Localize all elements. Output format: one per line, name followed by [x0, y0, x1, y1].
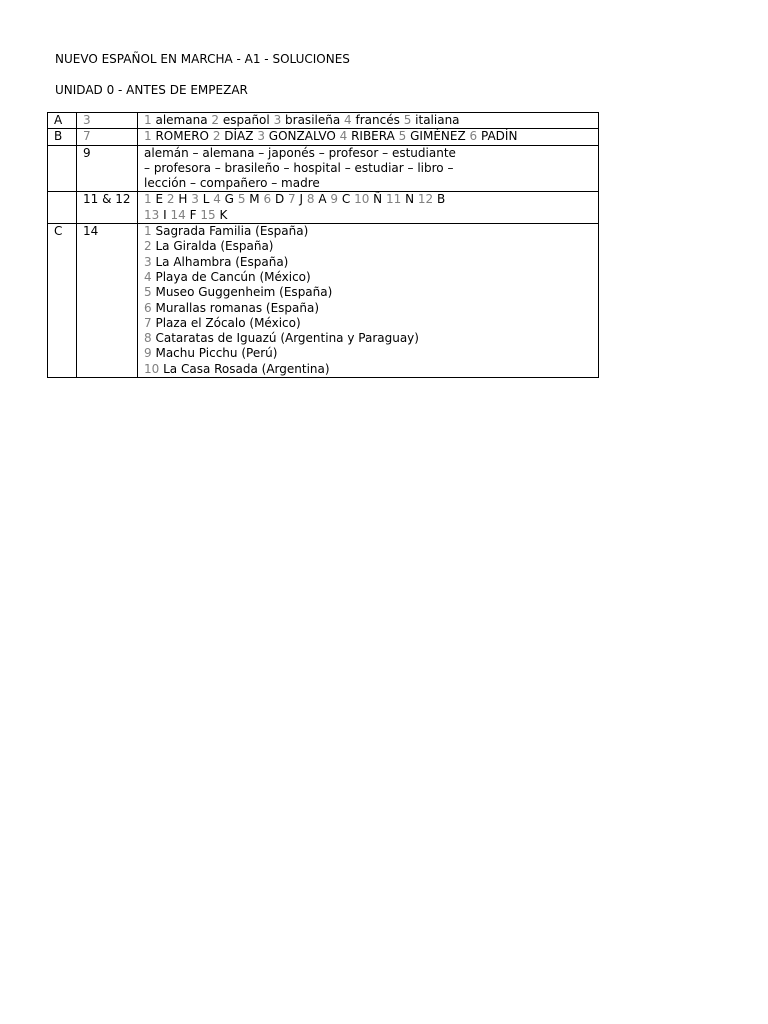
item-number: 15 [200, 207, 216, 222]
list-item [144, 224, 598, 239]
list-item [144, 239, 598, 254]
item-text: GONZALVO [268, 129, 336, 144]
activity-cell: 7 [77, 129, 138, 145]
item-number: 13 [144, 207, 160, 222]
item-number: 1 [144, 129, 152, 144]
answer-line [144, 208, 598, 223]
item-text: J [299, 192, 304, 207]
item-number: 5 [237, 192, 246, 207]
item-number: 3 [273, 113, 282, 127]
item-number: 7 [144, 315, 152, 330]
item-text: Sagrada Familia (España) [155, 224, 309, 239]
item-text: Plaza el Zócalo (México) [155, 315, 301, 330]
item-text: alemana [155, 113, 208, 127]
item-number: 7 [288, 192, 296, 207]
document-title: NUEVO ESPAÑOL EN MARCHA - A1 - SOLUCIONES [55, 52, 350, 66]
item-number: 10 [144, 361, 160, 376]
answer-cell [138, 145, 599, 192]
item-number: 6 [263, 192, 272, 207]
section-cell: A [48, 113, 77, 129]
item-number: 4 [213, 192, 221, 207]
item-number: 4 [344, 113, 352, 127]
item-text: Ñ [373, 192, 383, 207]
item-text: C [341, 192, 351, 207]
item-text: F [189, 207, 197, 222]
item-number: 10 [354, 192, 370, 207]
item-number: 5 [144, 285, 152, 300]
item-text: Murallas romanas (España) [155, 300, 320, 315]
table-row [48, 192, 599, 224]
answer-cell [138, 192, 599, 224]
answer-line: – profesora – brasileño – hospital – estudiar – libro – [144, 160, 454, 175]
item-number: 3 [144, 254, 152, 269]
item-number: 3 [191, 192, 199, 207]
solutions-table [47, 112, 599, 378]
item-number: 1 [144, 192, 152, 207]
list-item [144, 270, 598, 285]
item-number: 14 [170, 207, 186, 222]
answer-line [144, 192, 598, 207]
item-number: 6 [469, 129, 478, 144]
item-number: 9 [144, 346, 152, 361]
item-text: Museo Guggenheim (España) [155, 285, 333, 300]
answer-cell [138, 113, 599, 129]
activity-cell: 3 [77, 113, 138, 129]
item-text: español [222, 113, 270, 127]
item-number: 6 [144, 300, 152, 315]
item-number: 4 [339, 129, 348, 144]
answer-list [144, 224, 598, 377]
item-text: italiana [415, 113, 460, 127]
list-item [144, 301, 598, 316]
table-row [48, 224, 599, 378]
item-text: I [163, 207, 167, 222]
list-item [144, 331, 598, 346]
item-number: 2 [166, 192, 175, 207]
answer-cell [138, 129, 599, 145]
item-text: La Giralda (España) [155, 239, 274, 254]
item-text: francés [355, 113, 400, 127]
item-text: N [405, 192, 415, 207]
item-text: L [202, 192, 210, 207]
item-text: M [249, 192, 260, 207]
item-text: RIBERA [351, 129, 395, 144]
section-cell [48, 145, 77, 192]
item-number: 8 [306, 192, 315, 207]
item-text: B [437, 192, 446, 207]
item-number: 4 [144, 269, 152, 284]
item-number: 12 [417, 192, 434, 207]
answer-cell [138, 224, 599, 378]
item-text: K [219, 207, 228, 222]
unit-title: UNIDAD 0 - ANTES DE EMPEZAR [55, 83, 248, 97]
answer-items [144, 129, 598, 144]
item-number: 1 [144, 113, 152, 127]
list-item [144, 362, 598, 377]
table-row [48, 129, 599, 145]
activity-cell: 14 [77, 224, 138, 378]
answer-line: lección – compañero – madre [144, 176, 320, 191]
section-cell [48, 192, 77, 224]
list-item [144, 255, 598, 270]
item-text: A [318, 192, 327, 207]
item-number: 2 [144, 239, 152, 254]
item-text: E [155, 192, 164, 207]
activity-cell: 9 [77, 145, 138, 192]
item-text: La Casa Rosada (Argentina) [163, 361, 330, 376]
list-item [144, 346, 598, 361]
item-text: G [224, 192, 234, 207]
answer-items [144, 113, 598, 128]
item-number: 5 [398, 129, 407, 144]
answer-line: alemán – alemana – japonés – profesor – estudiante [144, 145, 456, 160]
item-number: 9 [330, 192, 339, 207]
item-number: 8 [144, 331, 152, 346]
section-cell: B [48, 129, 77, 145]
activity-cell: 11 & 12 [77, 192, 138, 224]
list-item [144, 285, 598, 300]
item-number: 3 [257, 129, 265, 144]
item-text: DÍAZ [224, 129, 254, 144]
section-cell: C [48, 224, 77, 378]
item-number: 2 [212, 129, 221, 144]
item-text: H [178, 192, 188, 207]
item-number: 2 [211, 113, 220, 127]
item-text: D [274, 192, 285, 207]
item-number: 1 [144, 224, 152, 239]
table-row [48, 113, 599, 129]
item-text: brasileña [285, 113, 341, 127]
item-text: PADÍN [480, 129, 518, 144]
list-item [144, 316, 598, 331]
item-text: GIMÉNEZ [410, 129, 466, 144]
item-number: 5 [403, 113, 412, 127]
item-text: Playa de Cancún (México) [155, 269, 311, 284]
item-text: Cataratas de Iguazú (Argentina y Paraguay) [155, 331, 419, 346]
item-text: ROMERO [155, 129, 209, 144]
table-row [48, 145, 599, 192]
item-number: 11 [385, 192, 402, 207]
item-text: Machu Picchu (Perú) [155, 346, 278, 361]
item-text: La Alhambra (España) [155, 254, 289, 269]
